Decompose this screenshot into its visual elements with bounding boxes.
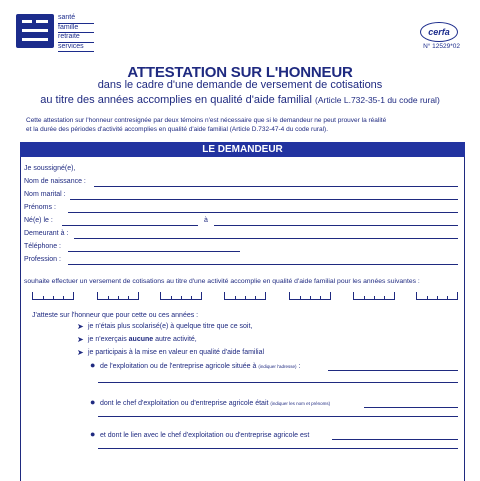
section-header: LE DEMANDEUR <box>20 142 465 157</box>
cerfa-number: N° 12529*02 <box>423 43 460 50</box>
date-naissance-field[interactable] <box>62 225 198 226</box>
year-box[interactable] <box>32 292 74 300</box>
bullet-2-bold: aucune <box>128 336 154 343</box>
subtitle-1: dans le cadre d'une demande de versement de cotisations <box>97 79 383 91</box>
logo-line: retraite <box>58 33 94 43</box>
bullet-3: je participais à la mise en valeur en qualité d'aide familial <box>88 349 265 356</box>
logo-line: services <box>58 43 94 53</box>
sub-item-1-hint: (indiquer l'adresse) <box>258 364 297 369</box>
subtitle-2-text: au titre des années accomplies en qualité d'aide familial <box>40 94 312 106</box>
arrow-bullet-icon: ➤ <box>77 322 84 331</box>
adresse-exploitation-field[interactable] <box>328 370 458 371</box>
profession-field[interactable] <box>68 264 458 265</box>
logo-line: famille <box>58 24 94 34</box>
bullet-2-post: autre activité, <box>155 336 197 343</box>
telephone-field[interactable] <box>68 251 240 252</box>
sub-item-1-text: de l'exploitation ou de l'entreprise agricole située à <box>100 363 257 370</box>
bullet-2 <box>88 336 197 343</box>
bullet-1: je n'étais plus scolarisé(e) à quelque titre que ce soit, <box>88 323 253 330</box>
nom-marital-field[interactable] <box>70 199 458 200</box>
label-profession: Profession : <box>24 256 61 263</box>
cerfa-logo: cerfa <box>420 22 458 42</box>
year-box[interactable] <box>160 292 202 300</box>
sub-item-1: de l'exploitation ou de l'entreprise agricole située à (indiquer l'adresse) : <box>100 363 301 370</box>
chef-exploitation-field-2[interactable] <box>98 416 458 417</box>
label-prenoms: Prénoms : <box>24 204 56 211</box>
label-ne-le: Né(e) le : <box>24 217 53 224</box>
label-nom-marital: Nom marital : <box>24 191 66 198</box>
label-a: à <box>204 217 208 224</box>
nom-naissance-field[interactable] <box>94 186 458 187</box>
sub-item-2 <box>100 400 330 407</box>
logo-line: santé <box>58 14 94 24</box>
atteste-text: J'atteste sur l'honneur que pour cette ou ces années : <box>32 312 199 319</box>
year-box[interactable] <box>97 292 139 300</box>
dot-bullet-icon: ● <box>90 429 96 439</box>
sub-item-2-hint: (indiquer les nom et prénoms) <box>270 401 331 406</box>
prenoms-field[interactable] <box>68 212 458 213</box>
label-soussigne: Je soussigné(e), <box>24 165 76 172</box>
intro-note <box>26 117 466 134</box>
arrow-bullet-icon: ➤ <box>77 348 84 357</box>
souhaite-text: souhaite effectuer un versement de cotisations au titre d'une activité accomplie en qualité d'aide familial pour les années suivantes : <box>24 278 420 285</box>
bullet-2-pre: je n'exerçais <box>88 336 127 343</box>
msa-logo <box>16 14 54 48</box>
label-nom-naissance: Nom de naissance : <box>24 178 86 185</box>
sub-item-3: et dont le lien avec le chef d'exploitation ou d'entreprise agricole est <box>100 432 310 439</box>
label-demeurant: Demeurant à : <box>24 230 69 237</box>
year-box[interactable] <box>289 292 331 300</box>
subtitle-2-ref: (Article L.732-35-1 du code rural) <box>315 95 440 105</box>
year-box[interactable] <box>224 292 266 300</box>
adresse-field[interactable] <box>74 238 458 239</box>
sub-item-2-text: dont le chef d'exploitation ou d'entreprise agricole était <box>100 400 269 407</box>
adresse-exploitation-field-2[interactable] <box>98 382 458 383</box>
lieu-naissance-field[interactable] <box>214 225 458 226</box>
label-telephone: Téléphone : <box>24 243 61 250</box>
lien-field[interactable] <box>332 439 458 440</box>
arrow-bullet-icon: ➤ <box>77 335 84 344</box>
page-title: ATTESTATION SUR L'HONNEUR <box>127 64 353 81</box>
note-line-1: Cette attestation sur l'honneur contresignée par deux témoins n'est nécessaire que si le demandeur ne peut prouver la réalité <box>26 117 387 124</box>
logo-text <box>58 14 94 52</box>
subtitle-2 <box>0 94 480 106</box>
chef-exploitation-field[interactable] <box>364 407 458 408</box>
dot-bullet-icon: ● <box>90 397 96 407</box>
year-box[interactable] <box>416 292 458 300</box>
dot-bullet-icon: ● <box>90 360 96 370</box>
lien-field-2[interactable] <box>98 448 458 449</box>
note-line-2: et la durée des périodes d'activité accomplies en qualité d'aide familial (Article D.732-47-4 du code rural). <box>26 125 329 133</box>
year-box[interactable] <box>353 292 395 300</box>
